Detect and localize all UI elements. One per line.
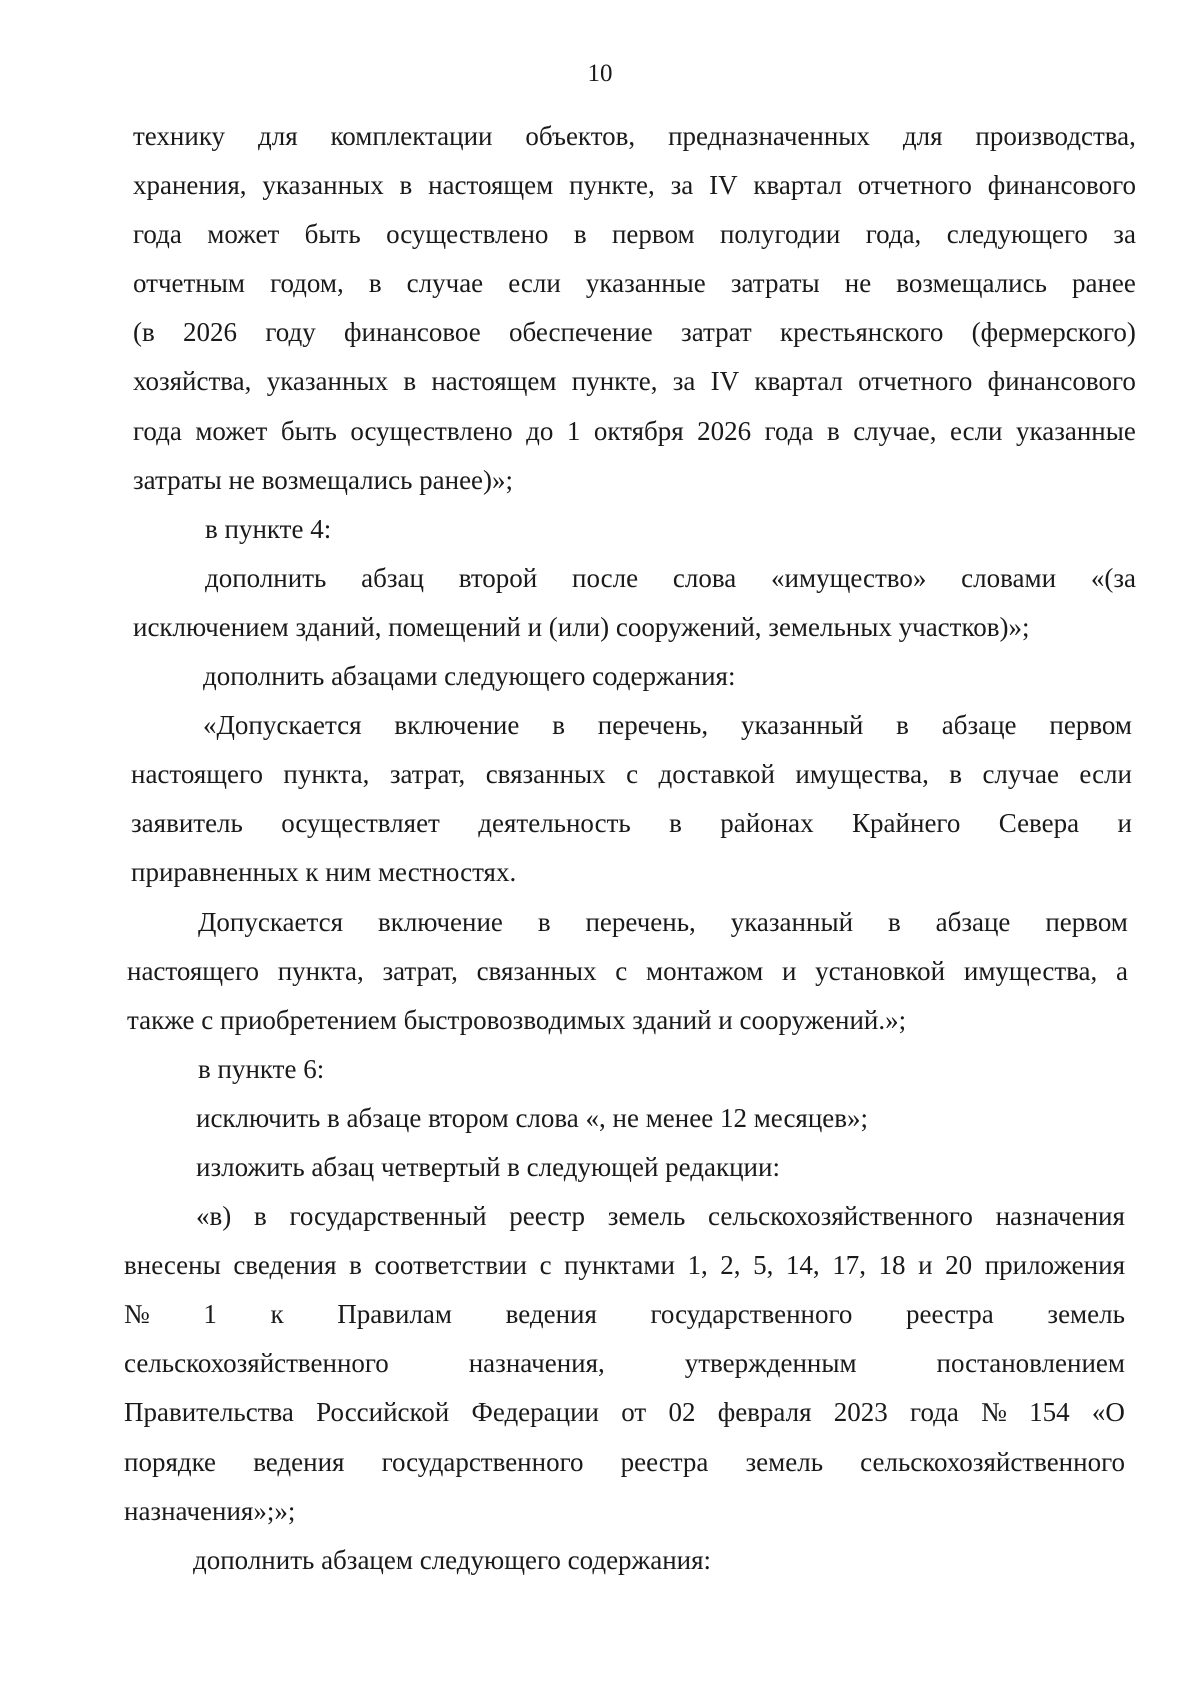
page-number: 10 — [587, 60, 613, 87]
word: до — [526, 415, 554, 446]
word: отчетного — [858, 366, 973, 397]
word: к — [270, 1299, 284, 1330]
word: осуществлено — [386, 219, 549, 250]
text-line — [131, 750, 1132, 799]
word: в — [399, 170, 413, 201]
text-line — [124, 1388, 1125, 1437]
word: государственного — [381, 1446, 584, 1477]
word: пункте, — [571, 366, 658, 397]
word: перечень, — [585, 906, 696, 937]
word: первом — [1045, 906, 1128, 937]
text-line: дополнить абзацем следующего содержания: — [193, 1544, 712, 1575]
word: от — [621, 1397, 647, 1428]
word: крестьянского — [780, 317, 944, 348]
word: указанные — [585, 268, 706, 299]
word: случае — [406, 268, 484, 299]
word: соответствии — [374, 1250, 527, 1281]
word: в — [253, 1201, 267, 1232]
text-line — [205, 554, 1136, 603]
word: в — [826, 415, 840, 446]
text-line: затраты не возмещались ранее)»; — [133, 464, 514, 495]
word: октября — [593, 415, 684, 446]
text-line — [124, 1438, 1125, 1487]
word: назначения — [995, 1201, 1125, 1232]
word: земель — [745, 1446, 824, 1477]
word: 5, — [753, 1250, 774, 1281]
word: IV — [710, 366, 740, 397]
word: указанный — [730, 906, 854, 937]
word: обеспечение — [509, 317, 653, 348]
word: затрат, — [389, 759, 466, 790]
word: хранения, — [133, 170, 247, 201]
word: Федерации — [471, 1397, 599, 1428]
word: абзаце — [941, 710, 1017, 741]
text-line — [133, 308, 1136, 357]
word: отчетного — [857, 170, 972, 201]
word: ранее — [1072, 268, 1136, 299]
word: может — [195, 415, 268, 446]
word: внесены — [124, 1250, 221, 1281]
word: пунктами — [564, 1250, 675, 1281]
word: объектов, — [525, 121, 636, 151]
text-line — [203, 701, 1132, 750]
word: быть — [280, 415, 337, 446]
word: № — [981, 1397, 1007, 1428]
word: утвержденным — [684, 1348, 857, 1379]
word: года — [133, 219, 182, 250]
word: 2023 — [833, 1397, 888, 1428]
word: Правилам — [337, 1299, 452, 1330]
word: государственного — [650, 1299, 853, 1330]
word: 2026 — [697, 415, 752, 446]
word: реестр — [509, 1201, 586, 1232]
word: 1, — [687, 1250, 708, 1281]
word: районах — [720, 808, 814, 839]
text-line: дополнить абзацами следующего содержания: — [203, 661, 736, 692]
word: реестра — [906, 1299, 994, 1330]
text-line — [133, 407, 1136, 456]
word: сельскохозяйственного — [860, 1446, 1125, 1477]
word: быть — [304, 219, 361, 250]
text-line — [133, 357, 1136, 406]
word: Правительства — [124, 1397, 294, 1428]
word: отчетным — [133, 268, 245, 299]
word: доставкой — [658, 759, 775, 790]
word: настоящего — [131, 759, 263, 790]
word: года — [133, 415, 182, 446]
text-line — [124, 1290, 1125, 1339]
word: сведения — [233, 1250, 337, 1281]
word: может — [207, 219, 280, 250]
word: затрат — [681, 317, 752, 348]
word: в — [887, 906, 901, 937]
text-line: в пункте 6: — [198, 1053, 325, 1084]
word: установкой — [815, 955, 946, 986]
word: возмещались — [896, 268, 1047, 299]
word: назначения, — [468, 1348, 605, 1379]
word: а — [1116, 955, 1128, 986]
text-line: приравненных к ним местностях. — [131, 857, 517, 888]
word: затрат, — [382, 955, 458, 986]
word: с — [615, 955, 628, 986]
document-body — [0, 112, 1200, 1585]
word: 2026 — [183, 317, 238, 348]
word: государственный — [289, 1201, 487, 1232]
word: в — [537, 906, 551, 937]
text-line: исключением зданий, помещений и (или) сооружений, земельных участков)»; — [133, 611, 1030, 642]
word: затраты — [730, 268, 820, 299]
word: № — [124, 1299, 150, 1330]
word: «(за — [1090, 562, 1136, 593]
word: абзац — [361, 562, 424, 593]
word: в — [368, 268, 382, 299]
word: не — [844, 268, 872, 299]
word: за — [672, 366, 696, 397]
word: полугодии — [719, 219, 841, 250]
word: сельскохозяйственного — [124, 1348, 389, 1379]
word: и — [1117, 808, 1132, 839]
word: перечень, — [597, 710, 709, 741]
word: 1 — [566, 415, 581, 446]
word: земель — [607, 1201, 686, 1232]
word: осуществлено — [350, 415, 513, 446]
word: приложения — [984, 1250, 1125, 1281]
word: ведения — [253, 1446, 345, 1477]
word: связанных — [476, 955, 597, 986]
word: предназначенных — [668, 121, 870, 151]
word: слова — [672, 562, 737, 593]
word: если — [949, 415, 1003, 446]
text-line — [133, 161, 1136, 210]
word: случае, — [853, 415, 937, 446]
word: пункта, — [277, 955, 364, 986]
word: «Допускается — [203, 710, 362, 741]
text-line: назначения»;»; — [124, 1495, 296, 1526]
word: дополнить — [205, 562, 327, 593]
word: связанных — [485, 759, 606, 790]
text-line — [133, 210, 1136, 259]
word: Крайнего — [852, 808, 961, 839]
word: в — [949, 759, 963, 790]
word: для — [257, 121, 298, 151]
text-line — [196, 1192, 1125, 1241]
word: если — [1079, 759, 1132, 790]
word: указанный — [740, 710, 864, 741]
word: 1 — [203, 1299, 217, 1330]
text-line: изложить абзац четвертый в следующей редакции: — [196, 1151, 780, 1182]
text-line: исключить в абзаце втором слова «, не менее 12 месяцев»; — [196, 1102, 869, 1133]
word: февраля — [717, 1397, 812, 1428]
word: 02 — [668, 1397, 696, 1428]
word: указанные — [1016, 415, 1136, 446]
word: сельскохозяйственного — [708, 1201, 973, 1232]
word: указанных — [266, 366, 389, 397]
word: пункта, — [283, 759, 370, 790]
word: абзаце — [935, 906, 1011, 937]
word: случае — [982, 759, 1059, 790]
word: 2, — [720, 1250, 741, 1281]
word: годом, — [270, 268, 344, 299]
word: словами — [961, 562, 1057, 593]
word: в — [349, 1250, 362, 1281]
word: в — [896, 710, 909, 741]
text-line — [124, 1241, 1125, 1290]
word: деятельность — [478, 808, 631, 839]
word: осуществляет — [281, 808, 440, 839]
text-line — [133, 259, 1136, 308]
word: хозяйства, — [133, 366, 252, 397]
word: включение — [377, 906, 503, 937]
word: 20 — [945, 1250, 973, 1281]
word: года — [764, 415, 814, 446]
word: за — [1113, 219, 1136, 250]
word: года — [910, 1397, 959, 1428]
word: имущества, — [795, 759, 929, 790]
word: 17, — [832, 1250, 866, 1281]
word: и — [781, 955, 797, 986]
word: Севера — [998, 808, 1080, 839]
word: квартал — [753, 170, 842, 201]
text-line — [198, 898, 1128, 947]
word: «в) — [196, 1201, 232, 1232]
word: в — [573, 219, 587, 250]
text-line — [124, 1339, 1125, 1388]
word: в — [669, 808, 682, 839]
word: включение — [394, 710, 520, 741]
text-line: также с приобретением быстровозводимых зданий и сооружений.»; — [127, 1004, 907, 1035]
word: настоящего — [127, 955, 259, 986]
word: Допускается — [198, 906, 344, 937]
word: 18 — [878, 1250, 906, 1281]
word: Российской — [316, 1397, 450, 1428]
word: за — [670, 170, 694, 201]
text-line — [131, 799, 1132, 848]
word: если — [508, 268, 561, 299]
word: земель — [1047, 1299, 1125, 1330]
word: указанных — [262, 170, 384, 201]
word: второй — [458, 562, 538, 593]
word: заявитель — [131, 808, 243, 839]
word: технику — [133, 121, 226, 151]
word: первом — [1049, 710, 1132, 741]
text-line — [133, 112, 1136, 161]
word: квартал — [754, 366, 843, 397]
word: настоящем — [428, 170, 554, 201]
word: финансового — [987, 170, 1136, 201]
word: постановлением — [936, 1348, 1125, 1379]
word: (фермерского) — [971, 317, 1136, 348]
word: реестра — [620, 1446, 709, 1477]
word: 154 — [1029, 1397, 1070, 1428]
word: финансового — [987, 366, 1136, 397]
word: «имущество» — [771, 562, 927, 593]
word: 14, — [785, 1250, 820, 1281]
word: комплектации — [330, 121, 493, 151]
word: следующего — [946, 219, 1088, 250]
text-line — [127, 947, 1128, 996]
word: года, — [865, 219, 922, 250]
word: для — [902, 121, 943, 151]
word: «О — [1091, 1397, 1125, 1428]
word: IV — [709, 170, 738, 201]
word: ведения — [505, 1299, 597, 1330]
text-line: в пункте 4: — [205, 513, 332, 544]
word: (в — [133, 317, 155, 348]
word: монтажом — [646, 955, 764, 986]
word: с — [539, 1250, 552, 1281]
word: настоящем — [431, 366, 557, 397]
word: году — [265, 317, 316, 348]
word: пункте, — [569, 170, 655, 201]
word: порядке — [124, 1446, 217, 1477]
word: и — [918, 1250, 933, 1281]
word: имущества, — [963, 955, 1098, 986]
word: финансовое — [344, 317, 481, 348]
word: после — [572, 562, 639, 593]
word: с — [626, 759, 639, 790]
word: в — [552, 710, 565, 741]
word: первом — [611, 219, 695, 250]
word: производства, — [975, 121, 1136, 151]
word: в — [403, 366, 417, 397]
